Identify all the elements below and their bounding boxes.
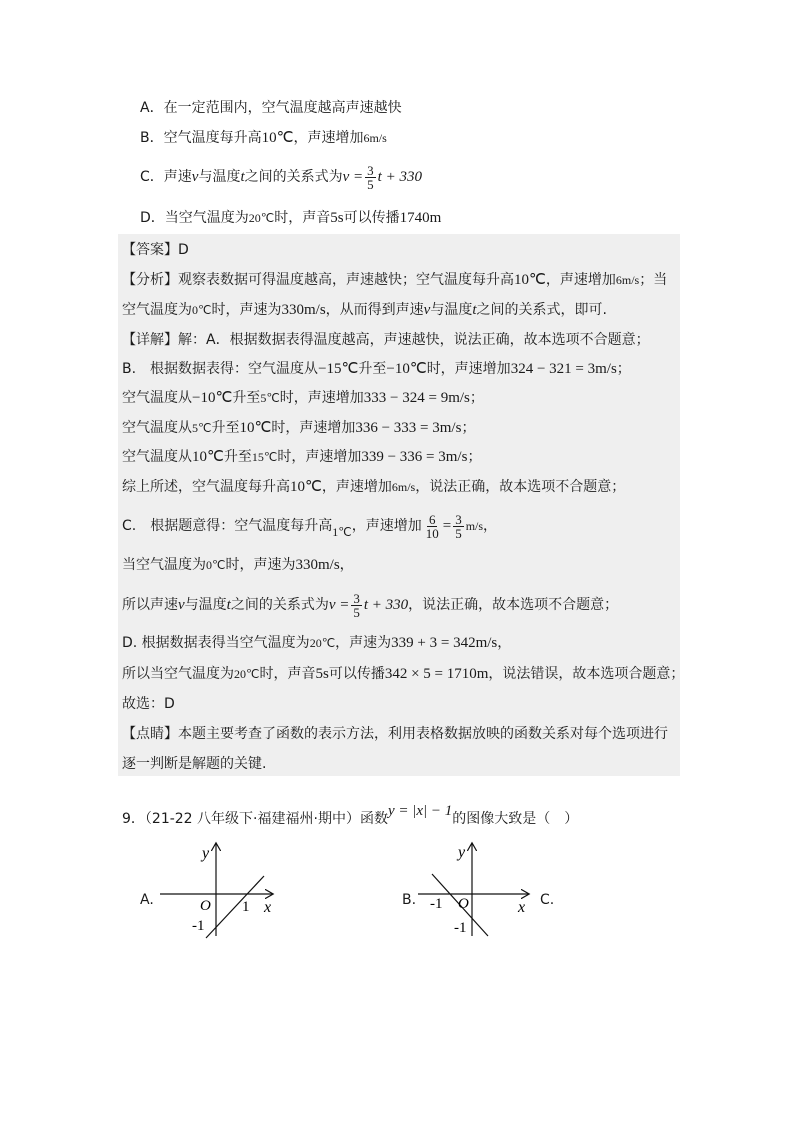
detail-text: 升至	[358, 361, 387, 377]
detail-line-d1	[122, 633, 511, 653]
graph-a	[160, 840, 290, 940]
graph-label: C.	[540, 892, 555, 908]
analysis-line-1	[122, 270, 667, 290]
analysis-text: ，声速增加	[545, 272, 616, 288]
detail-math: 1℃	[332, 525, 352, 539]
detail-text: 可以传播	[328, 666, 385, 682]
detail-text: ；	[461, 420, 476, 436]
y-label: y	[202, 845, 210, 862]
option-c-text3: 之间的关系式为	[244, 169, 343, 185]
detail-math: m/s	[465, 519, 484, 533]
detail-text: 当空气温度为	[122, 557, 206, 573]
option-d-math3: 1740m	[399, 210, 442, 226]
x-label: x	[264, 899, 272, 916]
graph-line	[206, 876, 264, 938]
point-line-1	[122, 724, 668, 744]
detail-math: 324 − 321 = 3m/s	[510, 361, 617, 377]
option-c-text: C．声速	[140, 169, 192, 185]
x-label: x	[518, 899, 526, 916]
fraction-numerator: 3	[353, 590, 360, 606]
detail-line-c1	[122, 509, 497, 549]
fraction	[365, 164, 376, 191]
origin-label: O	[200, 898, 211, 914]
answer-text: 【答案】D	[122, 242, 189, 258]
detail-math: −15℃	[318, 361, 359, 377]
detail-math: 10℃	[290, 479, 322, 495]
fraction	[453, 513, 464, 540]
question-text: 9．（21-22 八年级下·福建福州·期中）函数	[122, 811, 388, 827]
detail-text: 【详解】解：A．根据数据表得温度越高，声速越快，说法正确，故本选项不合题意；	[122, 332, 650, 348]
choose-line	[122, 694, 175, 714]
detail-text: 时，声速增加	[279, 390, 364, 406]
detail-math: 10℃	[192, 449, 224, 465]
detail-text: D. 根据数据表得当空气温度为	[122, 635, 310, 651]
origin-label: O	[458, 896, 469, 912]
detail-math: 15℃	[251, 450, 278, 464]
detail-math: 339 − 336 = 3m/s	[361, 449, 468, 465]
detail-math: 342 × 5 = 1710m	[384, 666, 489, 682]
detail-text: C. 根据题意得：空气温度每升高	[122, 518, 333, 534]
analysis-math: 0℃	[192, 303, 212, 317]
analysis-text: 与温度	[430, 302, 473, 318]
detail-math: 5s	[315, 666, 329, 682]
point-text: 逐一判断是解题的关键.	[122, 756, 267, 772]
detail-math: 20℃	[234, 667, 260, 681]
detail-line-c2	[122, 555, 354, 575]
detail-text: 之间的关系式为	[230, 597, 329, 613]
detail-math: 330m/s	[295, 557, 340, 573]
detail-text: 升至	[223, 449, 252, 465]
option-a-text: A．在一定范围内，空气温度越高声速越快	[140, 100, 402, 116]
graph-b	[418, 840, 538, 940]
fraction-numerator: 3	[367, 162, 374, 178]
fraction-denominator: 10	[425, 525, 439, 541]
analysis-text: ；当	[639, 272, 668, 288]
option-b-text: B．空气温度每升高	[140, 130, 262, 146]
question-formula: y = |x| − 1	[387, 803, 453, 819]
point-text: 【点睛】本题主要考查了函数的表示方法，利用表格数据放映的函数关系对每个选项进行	[122, 726, 668, 742]
tick-label: 1	[242, 899, 250, 915]
detail-line-a	[122, 330, 650, 350]
graph-c-label	[540, 890, 554, 910]
question-9	[122, 796, 578, 834]
detail-text: ，声速增加	[351, 518, 422, 534]
option-b	[140, 128, 387, 148]
formula-rhs: t + 330	[377, 169, 422, 185]
fraction-numerator: 3	[455, 511, 462, 527]
y-label: y	[458, 844, 466, 861]
fraction-denominator: 5	[353, 604, 360, 620]
graph-b-svg	[418, 840, 538, 940]
option-c	[140, 163, 422, 191]
analysis-math: 330m/s	[281, 302, 326, 318]
detail-text: 所以声速	[122, 597, 178, 613]
equals-sign: =	[442, 518, 452, 534]
detail-text: ；	[616, 361, 631, 377]
detail-text: 时，声速增加	[271, 420, 356, 436]
detail-text: 升至	[232, 390, 261, 406]
detail-math: 333 − 324 = 9m/s	[363, 390, 470, 406]
detail-text: 空气温度从	[122, 420, 192, 436]
detail-line-b3	[122, 418, 475, 438]
detail-text: ；	[467, 449, 482, 465]
graph-b-label	[402, 890, 416, 910]
detail-line-b2	[122, 388, 484, 408]
option-d-text3: 可以传播	[343, 210, 400, 226]
var-t: t	[472, 302, 477, 318]
detail-text: 空气温度从	[122, 449, 192, 465]
detail-text: ，说法错误，故本选项合题意；	[488, 666, 685, 682]
analysis-text: 时，声速为	[211, 302, 282, 318]
detail-math: 339 + 3 = 342m/s	[391, 635, 498, 651]
detail-math: 5℃	[260, 391, 280, 405]
tick-label: -1	[454, 920, 467, 936]
detail-text: ，	[497, 635, 512, 651]
detail-text: ，	[483, 518, 498, 534]
fraction-denominator: 5	[455, 525, 462, 541]
analysis-text: ，从而得到声速	[325, 302, 424, 318]
var-t: t	[240, 169, 245, 185]
formula-rhs: t + 330	[363, 597, 409, 613]
detail-math: 6m/s	[391, 480, 416, 494]
detail-text: 所以当空气温度为	[122, 666, 234, 682]
detail-text: 空气温度从	[122, 390, 192, 406]
detail-math: −10℃	[386, 361, 427, 377]
detail-math: 10℃	[239, 420, 272, 436]
detail-math: 336 − 333 = 3m/s	[355, 420, 462, 436]
var-v: v	[191, 169, 199, 185]
fraction	[424, 513, 441, 540]
detail-math: 20℃	[309, 636, 336, 650]
graph-a-label	[140, 890, 154, 910]
detail-line-d2	[122, 664, 684, 684]
detail-text: ；	[469, 390, 484, 406]
analysis-line-2	[122, 300, 607, 320]
answer-line	[122, 240, 189, 260]
option-d-text2: 时，声音	[274, 210, 331, 226]
fraction	[351, 592, 362, 619]
option-b-math: 10℃	[261, 130, 294, 146]
detail-math: −10℃	[192, 390, 233, 406]
option-d-text: D．当空气温度为	[140, 210, 249, 226]
var-v: v	[178, 597, 185, 613]
detail-text: 时，声音	[259, 666, 316, 682]
graph-label: A.	[140, 892, 154, 908]
detail-text: 时，声速增加	[277, 449, 362, 465]
tick-label: -1	[192, 918, 205, 934]
option-d-math2: 5s	[330, 210, 344, 226]
detail-line-b1	[122, 359, 631, 379]
detail-text: ，声速为	[335, 635, 392, 651]
option-c-text2: 与温度	[198, 169, 241, 185]
detail-math: 5℃	[192, 421, 212, 435]
analysis-math: 10℃	[514, 272, 546, 288]
formula-lhs: v =	[328, 597, 350, 613]
option-a	[140, 98, 402, 118]
detail-text: 时，声速为	[225, 557, 296, 573]
detail-line-c3	[122, 590, 618, 620]
detail-line-b5	[122, 477, 625, 497]
point-line-2	[122, 754, 266, 774]
detail-text: 综上所述，空气温度每升高	[122, 479, 290, 495]
option-d	[140, 208, 441, 228]
analysis-text: 【分析】观察表数据可得温度越高，声速越快；空气温度每升高	[122, 272, 514, 288]
detail-text: 与温度	[184, 597, 227, 613]
graph-label: B.	[402, 892, 417, 908]
formula-lhs: v =	[342, 169, 364, 185]
option-b-math2: 6m/s	[363, 131, 387, 145]
detail-math: 0℃	[206, 558, 226, 572]
detail-text: ，	[339, 557, 354, 573]
choose-text: 故选：D	[122, 696, 175, 712]
var-t: t	[226, 597, 231, 613]
tick-label: -1	[430, 896, 443, 912]
analysis-math: 6m/s	[615, 273, 640, 287]
option-b-text2: ，声速增加	[293, 130, 364, 146]
graph-a-svg	[160, 840, 290, 940]
analysis-text: 空气温度为	[122, 302, 192, 318]
detail-text: B. 根据数据表得：空气温度从	[122, 361, 319, 377]
detail-text: ，说法正确，故本选项不合题意；	[415, 479, 626, 495]
detail-text: 时，声速增加	[426, 361, 511, 377]
detail-text: 升至	[211, 420, 240, 436]
fraction-denominator: 5	[367, 176, 374, 192]
option-d-math: 20℃	[248, 211, 275, 225]
analysis-text: 之间的关系式，即可.	[476, 302, 607, 318]
fraction-numerator: 6	[428, 511, 436, 527]
detail-text: ，声速增加	[321, 479, 392, 495]
detail-line-b4	[122, 447, 481, 467]
var-v: v	[423, 302, 431, 318]
detail-text: ，说法正确，故本选项不合题意；	[408, 597, 619, 613]
question-text: 的图像大致是（ ）	[452, 811, 579, 827]
